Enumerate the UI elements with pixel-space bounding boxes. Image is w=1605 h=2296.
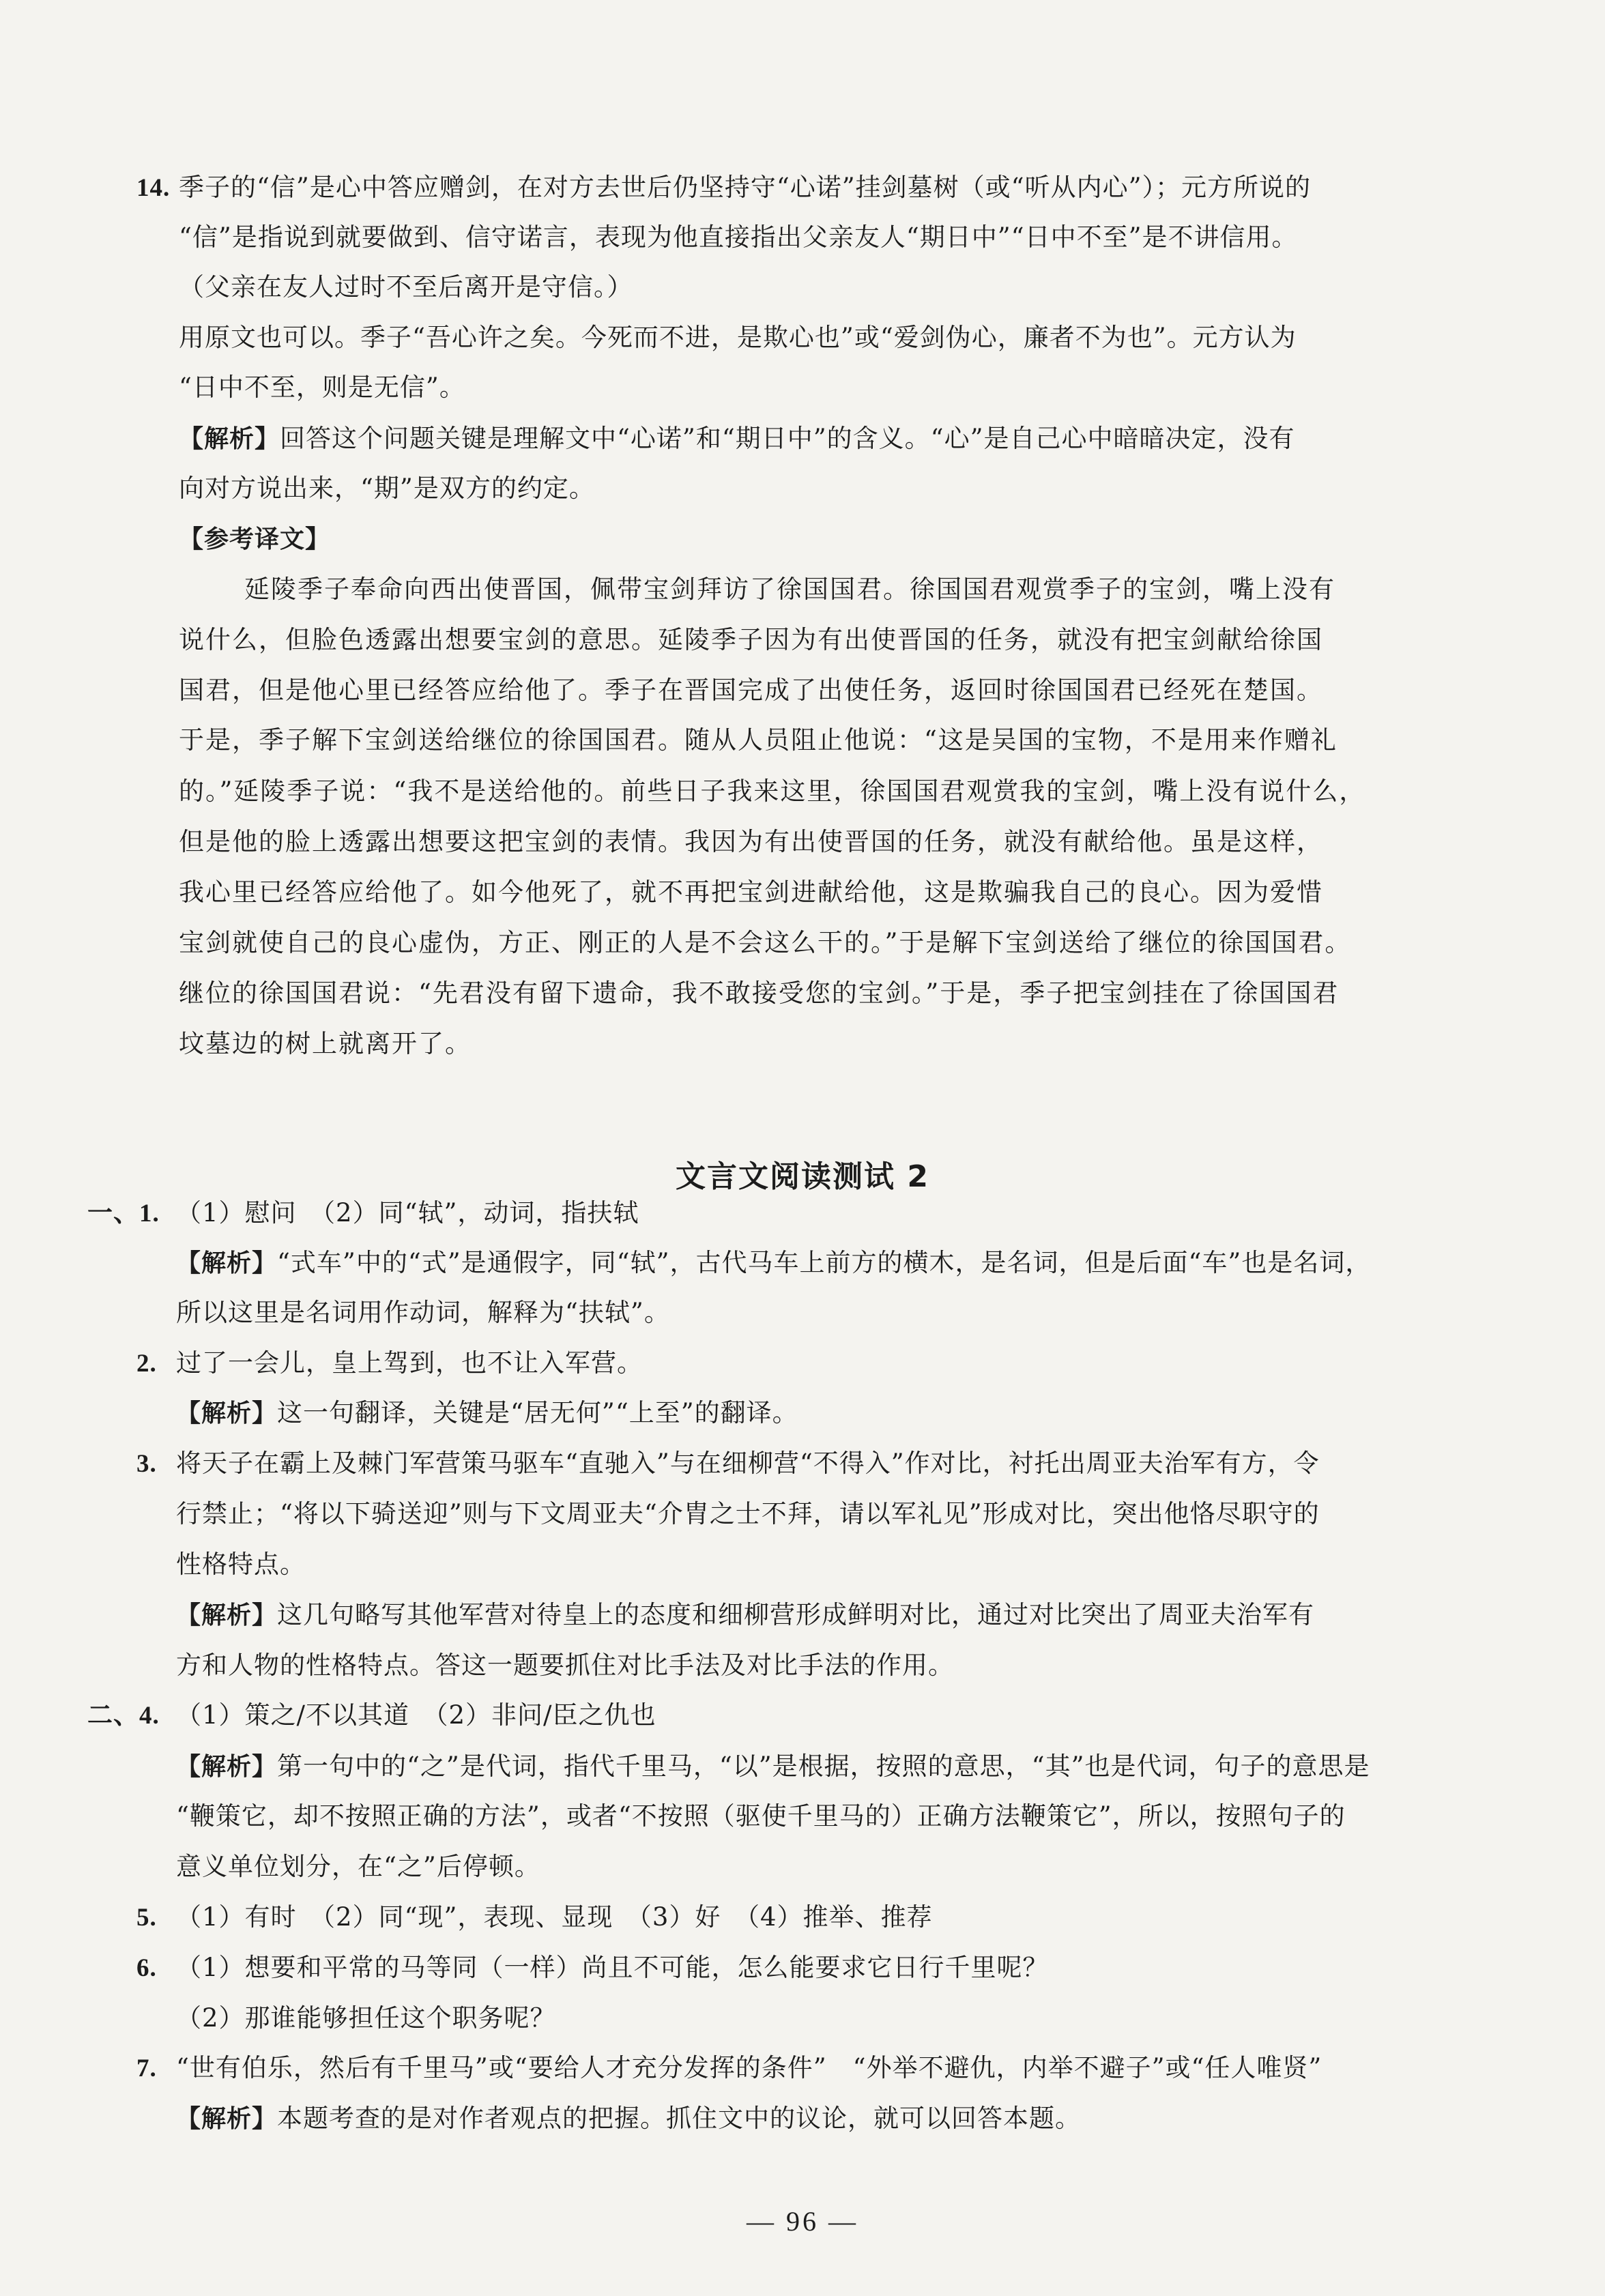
s3-number: 3. (136, 1450, 157, 1478)
s1-answer: （1）慰问 （2）同“轼”，动词，指扶轼 (176, 1198, 639, 1227)
s5-number: 5. (136, 1904, 157, 1932)
s2-answer: 过了一会儿，皇上驾到，也不让入军营。 (176, 1348, 643, 1378)
s7-analysis-line (176, 2098, 1081, 2140)
s2-answer-line (136, 1343, 643, 1384)
s6-number: 6. (136, 1954, 157, 1982)
q14-analysis-line-1 (179, 418, 1295, 460)
s7-answer: “世有伯乐，然后有千里马”或“要给人才充分发挥的条件” “外举不避仇，内举不避子”或“任人唯贤” (176, 2053, 1322, 2082)
analysis-label: 【解析】 (176, 2105, 278, 2133)
q14-line-4: 用原文也可以。季子“吾心许之矣。今死而不进，是欺心也”或“爱剑伪心，廉者不为也”。元方认为 (179, 323, 1297, 352)
translation-line-3: 国君，但是他心里已经答应给他了。季子在晋国完成了出使任务，返回时徐国国君已经死在楚国。 (179, 675, 1323, 705)
s3-analysis-line-2: 方和人物的性格特点。答这一题要抓住对比手法及对比手法的作用。 (176, 1651, 954, 1680)
analysis-label: 【解析】 (176, 1601, 278, 1629)
s4-analysis-line-2: “鞭策它，却不按照正确的方法”，或者“不按照（驱使千里马的）正确方法鞭策它”，所以，按照句子的 (176, 1801, 1346, 1831)
q14-line-1 (136, 167, 1311, 209)
q14-text-1: 季子的“信”是心中答应赠剑，在对方去世后仍坚持守“心诺”挂剑墓树（或“听从内心”）；元方所说的 (179, 173, 1311, 202)
translation-line-9: 继位的徐国国君说：“先君没有留下遗命，我不敢接受您的宝剑。”于是，季子把宝剑挂在了徐国国君 (179, 978, 1340, 1008)
s6-text-1: （1）想要和平常的马等同（一样）尚且不可能，怎么能要求它日行千里呢？ (176, 1953, 1049, 1982)
s4-analysis-line-1 (176, 1746, 1370, 1788)
q14-analysis-text-1: 回答这个问题关键是理解文中“心诺”和“期日中”的含义。“心”是自己心中暗暗决定，没有 (280, 424, 1295, 453)
s6-line-2: （2）那谁能够担任这个职务呢？ (176, 2003, 556, 2033)
s3-line-2: 行禁止；“将以下骑送迎”则与下文周亚夫“介胄之士不拜，请以军礼见”形成对比，突出他恪尽职守的 (176, 1499, 1320, 1528)
s7-analysis-text: 本题考查的是对作者观点的把握。抓住文中的议论，就可以回答本题。 (277, 2104, 1082, 2133)
s3-analysis-text-1: 这几句略写其他军营对待皇上的态度和细柳营形成鲜明对比，通过对比突出了周亚夫治军有 (277, 1600, 1315, 1629)
s1-analysis-text-1: “式车”中的“式”是通假字，同“轼”，古代马车上前方的横木，是名词，但是后面“车”也是名词， (277, 1248, 1372, 1277)
s4-prefix: 二、4. (87, 1702, 160, 1730)
section-title: 文言文阅读测试 2 (676, 1159, 929, 1194)
s1-prefix: 一、1. (87, 1200, 160, 1227)
s6-line-1 (136, 1947, 1049, 1989)
s2-number: 2. (136, 1350, 157, 1378)
q14-line-3: （父亲在友人过时不至后离开是守信。） (179, 272, 633, 302)
translation-line-5: 的。”延陵季子说：“我不是送给他的。前些日子我来这里，徐国国君观赏我的宝剑，嘴上没有说什么， (179, 776, 1366, 806)
s4-analysis-line-3: 意义单位划分，在“之”后停顿。 (176, 1852, 540, 1881)
translation-line-2: 说什么，但脸色透露出想要宝剑的意思。延陵季子因为有出使晋国的任务，就没有把宝剑献给徐国 (179, 625, 1323, 654)
s3-analysis-line-1 (176, 1595, 1314, 1636)
s1-analysis-line-2: 所以这里是名词用作动词，解释为“扶轼”。 (176, 1298, 670, 1327)
s2-analysis-line (176, 1393, 798, 1434)
s7-number: 7. (136, 2054, 157, 2082)
s4-analysis-text-1: 第一句中的“之”是代词，指代千里马，“以”是根据，按照的意思，“其”也是代词，句子的意思是 (277, 1752, 1370, 1781)
q14-line-5: “日中不至，则是无信”。 (179, 373, 465, 402)
s7-answer-line (136, 2048, 1322, 2089)
s5-answer-line (136, 1897, 933, 1938)
translation-line-1: 延陵季子奉命向西出使晋国，佩带宝剑拜访了徐国国君。徐国国君观赏季子的宝剑，嘴上没有 (244, 575, 1335, 604)
s1-answer-line (87, 1193, 639, 1234)
translation-line-4: 于是，季子解下宝剑送给继位的徐国国君。随从人员阻止他说：“这是吴国的宝物，不是用来作赠礼 (179, 725, 1338, 755)
analysis-label: 【解析】 (176, 1399, 278, 1427)
q14-analysis-line-2: 向对方说出来，“期”是双方的约定。 (179, 474, 595, 503)
analysis-label: 【解析】 (176, 1753, 278, 1781)
translation-line-8: 宝剑就使自己的良心虚伪，方正、刚正的人是不会这么干的。”于是解下宝剑送给了继位的徐国国君。 (179, 928, 1352, 957)
s1-analysis-line-1 (176, 1243, 1371, 1284)
translation-label-text: 【参考译文】 (179, 525, 331, 553)
q14-line-2: “信”是指说到就要做到、信守诺言，表现为他直接指出父亲友人“期日中”“日中不至”是不讲信用。 (179, 222, 1298, 252)
s3-line-3: 性格特点。 (176, 1550, 306, 1579)
s4-answer-line (87, 1695, 656, 1736)
page-number: — 96 — (747, 2206, 858, 2237)
s5-answer: （1）有时 （2）同“现”，表现、显现 （3）好 （4）推举、推荐 (176, 1902, 933, 1932)
s3-line-1 (136, 1443, 1320, 1485)
translation-line-6: 但是他的脸上透露出想要这把宝剑的表情。我因为有出使晋国的任务，就没有献给他。虽是这样， (179, 827, 1323, 856)
s2-analysis-text: 这一句翻译，关键是“居无何”“上至”的翻译。 (277, 1398, 798, 1427)
q14-number: 14. (136, 174, 171, 202)
analysis-label: 【解析】 (176, 1249, 278, 1277)
analysis-label: 【解析】 (179, 425, 280, 453)
translation-line-7: 我心里已经答应给他了。如今他死了，就不再把宝剑进献给他，这是欺骗我自己的良心。因为爱惜 (179, 877, 1323, 907)
translation-line-10: 坟墓边的树上就离开了。 (179, 1029, 472, 1058)
s4-answer: （1）策之/不以其道 （2）非问/臣之仇也 (176, 1700, 656, 1730)
translation-label (179, 519, 330, 560)
s3-text-1: 将天子在霸上及棘门军营策马驱车“直驰入”与在细柳营“不得入”作对比，衬托出周亚夫治军有方，令 (176, 1449, 1320, 1478)
